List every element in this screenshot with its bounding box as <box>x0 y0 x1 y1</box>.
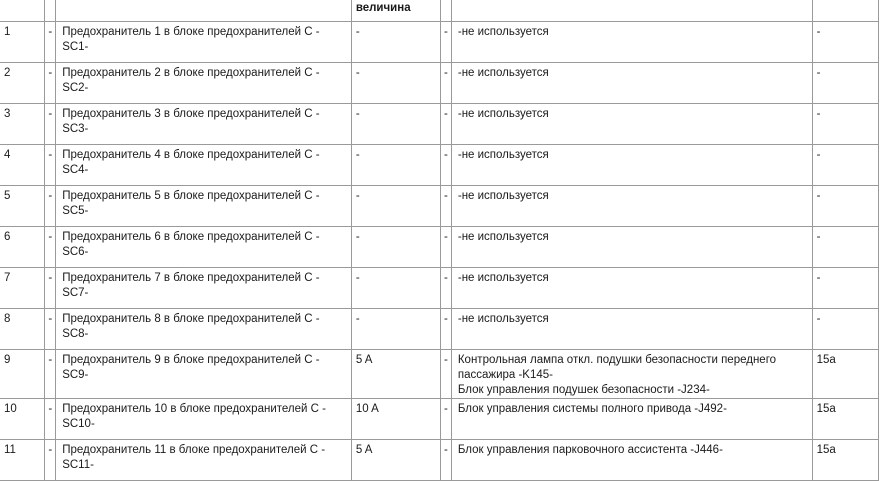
fuse-terminal-cell: 15a <box>812 440 878 481</box>
fuse-function-cell <box>451 186 812 227</box>
row-number-cell: 10 <box>0 399 45 440</box>
fuse-name-line: Предохранитель 8 в блоке предохранителей С - <box>62 313 320 325</box>
fuse-function-line: -не используется <box>457 231 549 243</box>
fuse-value-cell: - <box>351 22 440 63</box>
row-dash-cell: - <box>45 227 56 268</box>
fuse-name-cell <box>56 350 352 399</box>
fuse-function-cell <box>451 145 812 186</box>
fuse-name-line: Предохранитель 9 в блоке предохранителей С - <box>62 354 320 366</box>
row-dash-cell: - <box>45 22 56 63</box>
fuse-name-cell <box>56 63 352 104</box>
fuse-terminal-cell: - <box>812 309 878 350</box>
row-number-cell: 9 <box>0 350 45 399</box>
row-number-cell: 8 <box>0 309 45 350</box>
table-row <box>0 227 879 268</box>
row-dash2-cell: - <box>441 350 452 399</box>
fuse-value-cell: - <box>351 227 440 268</box>
table-row <box>0 145 879 186</box>
fuse-terminal-cell: - <box>812 22 878 63</box>
fuse-name-cell <box>56 145 352 186</box>
row-dash-cell: - <box>45 63 56 104</box>
fuse-name-line: Предохранитель 11 в блоке предохранителей С - <box>62 444 326 456</box>
row-number-cell: 4 <box>0 145 45 186</box>
fuse-name-cell <box>56 227 352 268</box>
fuse-function-line: -не используется <box>457 313 549 325</box>
fuse-terminal-cell: - <box>812 227 878 268</box>
row-number-cell: 3 <box>0 104 45 145</box>
fuse-value-cell: - <box>351 104 440 145</box>
fuse-terminal-cell: 15a <box>812 350 878 399</box>
table-row <box>0 22 879 63</box>
table-row <box>0 186 879 227</box>
row-dash2-cell: - <box>441 145 452 186</box>
row-number-cell: 6 <box>0 227 45 268</box>
row-number-cell: 7 <box>0 268 45 309</box>
fuse-function-line: -не используется <box>457 67 549 79</box>
header-cell-dash2 <box>441 0 452 22</box>
fuse-function-cell <box>451 227 812 268</box>
fuse-value-cell: 5 A <box>351 440 440 481</box>
fuse-name-line: SC9- <box>62 369 89 381</box>
row-dash-cell: - <box>45 350 56 399</box>
fuse-function-line: пассажира -K145- <box>457 369 553 381</box>
fuse-name-line: Предохранитель 6 в блоке предохранителей С - <box>62 231 320 243</box>
fuse-terminal-cell: - <box>812 145 878 186</box>
fuse-name-line: SC10- <box>62 418 95 430</box>
fuse-function-line: -не используется <box>457 190 549 202</box>
fuse-function-line: -не используется <box>457 272 549 284</box>
fuse-name-cell <box>56 440 352 481</box>
row-dash2-cell: - <box>441 104 452 145</box>
fuse-terminal-cell: - <box>812 104 878 145</box>
header-cell-dash <box>45 0 56 22</box>
fuse-terminal-cell: - <box>812 63 878 104</box>
row-dash2-cell: - <box>441 227 452 268</box>
table-row <box>0 440 879 481</box>
table-header-row <box>0 0 879 22</box>
fuse-value-cell: - <box>351 145 440 186</box>
fuse-name-line: SC11- <box>62 459 94 471</box>
row-dash-cell: - <box>45 440 56 481</box>
fuse-name-line: SC3- <box>62 123 89 135</box>
fuse-function-cell <box>451 350 812 399</box>
fuse-function-line: Блок управления подушек безопасности -J234- <box>457 384 710 396</box>
row-number-cell: 5 <box>0 186 45 227</box>
fuse-name-line: SC5- <box>62 205 89 217</box>
fuse-name-line: SC8- <box>62 328 89 340</box>
fuse-name-cell <box>56 399 352 440</box>
row-dash-cell: - <box>45 268 56 309</box>
header-cell-num <box>0 0 45 22</box>
fuse-name-line: Предохранитель 5 в блоке предохранителей С - <box>62 190 320 202</box>
row-dash-cell: - <box>45 104 56 145</box>
fuse-terminal-cell: 15a <box>812 399 878 440</box>
fuse-function-line: Блок управления системы полного привода -J492- <box>457 403 727 415</box>
row-dash2-cell: - <box>441 440 452 481</box>
table-row <box>0 399 879 440</box>
header-cell-value: величина <box>351 0 440 22</box>
fuse-name-line: Предохранитель 1 в блоке предохранителей С - <box>62 26 320 38</box>
fuse-function-line: -не используется <box>457 26 549 38</box>
fuse-value-cell: - <box>351 309 440 350</box>
table-row <box>0 104 879 145</box>
fuse-name-line: Предохранитель 2 в блоке предохранителей С - <box>62 67 320 79</box>
fuse-value-cell: 5 A <box>351 350 440 399</box>
header-cell-extra <box>812 0 878 22</box>
fuse-name-line: SC2- <box>62 82 89 94</box>
fuse-function-cell <box>451 440 812 481</box>
fuse-value-cell: 10 A <box>351 399 440 440</box>
fuse-function-cell <box>451 104 812 145</box>
fuse-function-line: Блок управления парковочного ассистента -J446- <box>457 444 723 456</box>
fuse-name-line: SC6- <box>62 246 89 258</box>
row-dash-cell: - <box>45 145 56 186</box>
fuse-name-cell <box>56 186 352 227</box>
table-row <box>0 309 879 350</box>
row-dash-cell: - <box>45 399 56 440</box>
fuse-terminal-cell: - <box>812 268 878 309</box>
fuse-name-cell <box>56 104 352 145</box>
row-dash2-cell: - <box>441 63 452 104</box>
row-dash2-cell: - <box>441 268 452 309</box>
fuse-name-cell <box>56 268 352 309</box>
fuse-function-line: -не используется <box>457 108 549 120</box>
table-row <box>0 350 879 399</box>
row-dash2-cell: - <box>441 309 452 350</box>
row-dash-cell: - <box>45 309 56 350</box>
fuse-name-line: Предохранитель 3 в блоке предохранителей С - <box>62 108 320 120</box>
row-number-cell: 1 <box>0 22 45 63</box>
fuse-value-cell: - <box>351 186 440 227</box>
fuse-function-cell <box>451 399 812 440</box>
fuse-name-line: Предохранитель 4 в блоке предохранителей С - <box>62 149 320 161</box>
fuse-value-cell: - <box>351 268 440 309</box>
fuse-name-line: SC1- <box>62 41 89 53</box>
row-number-cell: 2 <box>0 63 45 104</box>
fuse-name-cell <box>56 309 352 350</box>
row-dash-cell: - <box>45 186 56 227</box>
fuse-name-line: Предохранитель 10 в блоке предохранителей С - <box>62 403 326 415</box>
row-dash2-cell: - <box>441 22 452 63</box>
fuse-terminal-cell: - <box>812 186 878 227</box>
row-number-cell: 11 <box>0 440 45 481</box>
table-row <box>0 268 879 309</box>
header-cell-name <box>56 0 352 22</box>
fuse-function-line: Контрольная лампа откл. подушки безопасности переднего <box>457 354 777 366</box>
fuse-function-cell <box>451 268 812 309</box>
row-dash2-cell: - <box>441 186 452 227</box>
table-row <box>0 63 879 104</box>
fuse-name-cell <box>56 22 352 63</box>
fuse-function-line: -не используется <box>457 149 549 161</box>
fuse-name-line: Предохранитель 7 в блоке предохранителей С - <box>62 272 320 284</box>
row-dash2-cell: - <box>441 399 452 440</box>
fuse-function-cell <box>451 22 812 63</box>
fuse-function-cell <box>451 63 812 104</box>
header-cell-function <box>451 0 812 22</box>
fuse-name-line: SC7- <box>62 287 89 299</box>
fuse-function-cell <box>451 309 812 350</box>
fuse-name-line: SC4- <box>62 164 89 176</box>
fuse-value-cell: - <box>351 63 440 104</box>
